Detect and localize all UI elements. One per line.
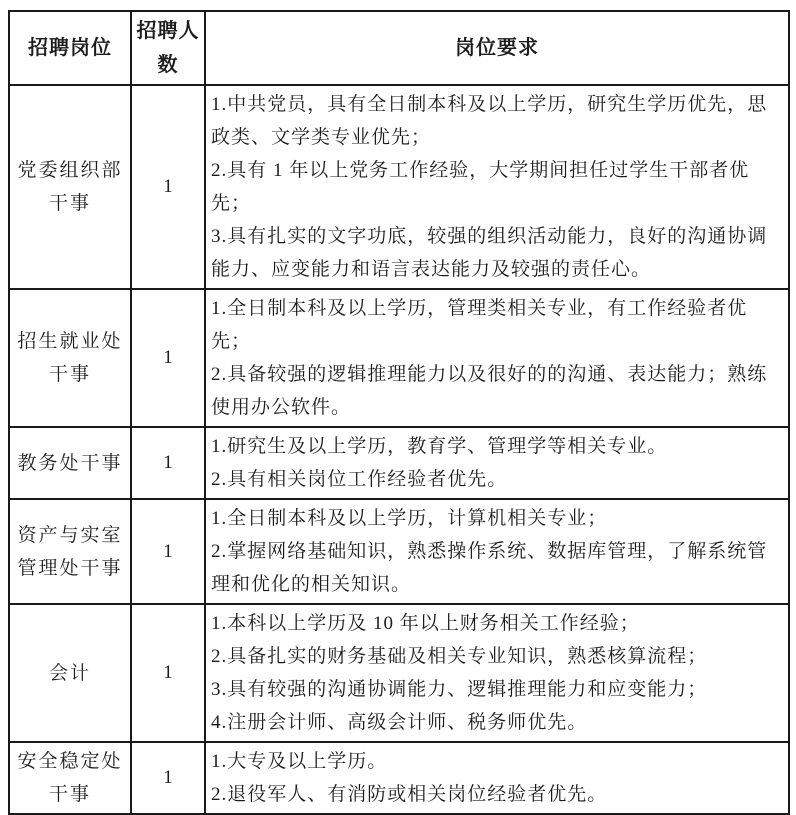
recruitment-table	[8, 10, 790, 815]
position-cell: 会计	[9, 604, 131, 742]
requirement-line: 2.具有 1 年以上党务工作经验，大学期间担任过学生干部者优先；	[211, 160, 750, 214]
requirement-line: 2.具有相关岗位工作经验者优先。	[211, 469, 508, 490]
requirement-line: 1.研究生及以上学历，教育学、管理学等相关专业。	[211, 436, 668, 457]
requirements-cell	[205, 289, 789, 427]
header-row	[9, 11, 789, 85]
position-cell: 教务处干事	[9, 427, 131, 499]
requirement-line: 2.掌握网络基础知识，熟悉操作系统、数据库管理，了解系统管理和优化的相关知识。	[211, 541, 768, 595]
table-row	[9, 85, 789, 289]
count-cell: 1	[131, 427, 205, 499]
position-cell: 党委组织部干事	[9, 85, 131, 289]
requirements-cell	[205, 499, 789, 604]
count-cell: 1	[131, 742, 205, 814]
requirement-line: 1.大专及以上学历。	[211, 751, 388, 772]
requirement-line: 2.退役军人、有消防或相关岗位经验者优先。	[211, 784, 608, 805]
table-row	[9, 427, 789, 499]
table-row	[9, 289, 789, 427]
table-row	[9, 499, 789, 604]
count-cell: 1	[131, 85, 205, 289]
requirement-line: 1.本科以上学历及 10 年以上财务相关工作经验；	[211, 613, 640, 634]
position-cell: 安全稳定处干事	[9, 742, 131, 814]
count-cell: 1	[131, 289, 205, 427]
header-position: 招聘岗位	[9, 11, 131, 85]
requirement-line: 1.全日制本科及以上学历，管理类相关专业，有工作经验者优先；	[211, 298, 748, 352]
header-requirements: 岗位要求	[205, 11, 789, 85]
requirements-cell	[205, 427, 789, 499]
position-cell: 招生就业处干事	[9, 289, 131, 427]
position-cell: 资产与实室管理处干事	[9, 499, 131, 604]
requirement-line: 3.具有较强的沟通协调能力、逻辑推理能力和应变能力；	[211, 679, 708, 700]
requirements-cell	[205, 85, 789, 289]
requirement-line: 1.中共党员，具有全日制本科及以上学历，研究生学历优先，思政类、文学类专业优先；	[211, 94, 768, 148]
header-count: 招聘人数	[131, 11, 205, 85]
requirements-cell	[205, 742, 789, 814]
requirement-line: 1.全日制本科及以上学历，计算机相关专业；	[211, 508, 608, 529]
requirement-line: 4.注册会计师、高级会计师、税务师优先。	[211, 712, 588, 733]
requirement-line: 2.具备较强的逻辑推理能力以及很好的的沟通、表达能力；熟练使用办公软件。	[211, 364, 768, 418]
count-cell: 1	[131, 499, 205, 604]
table-row	[9, 742, 789, 814]
table-row	[9, 604, 789, 742]
requirement-line: 3.具有扎实的文字功底，较强的组织活动能力，良好的沟通协调能力、应变能力和语言表达能力及较强的责任心。	[211, 226, 768, 280]
requirements-cell	[205, 604, 789, 742]
requirement-line: 2.具备扎实的财务基础及相关专业知识，熟悉核算流程；	[211, 646, 708, 667]
count-cell: 1	[131, 604, 205, 742]
